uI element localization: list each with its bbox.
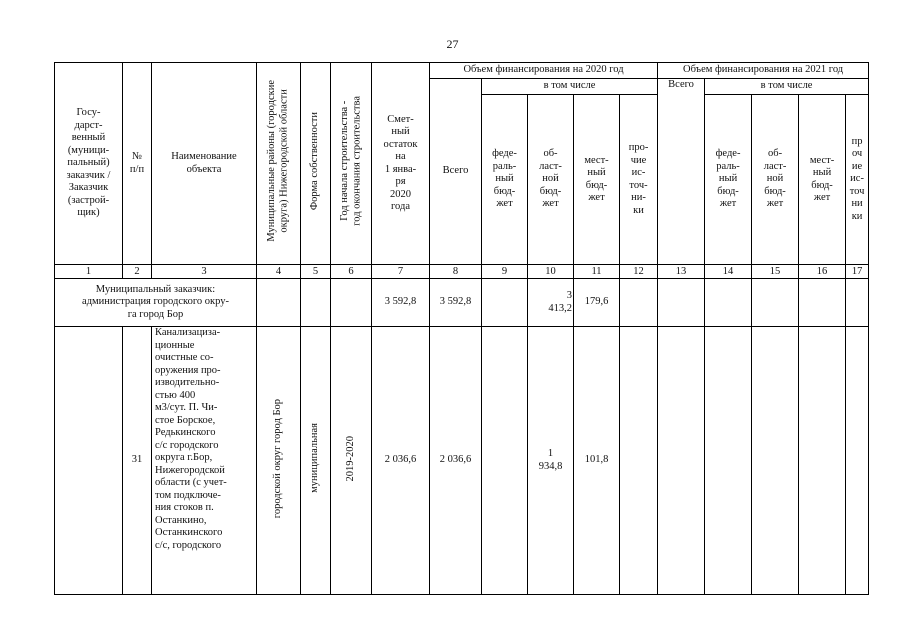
empty-cell	[752, 327, 799, 595]
empty-cell	[482, 327, 528, 595]
object-years-text: 2019-2020	[344, 435, 356, 481]
header-other-2021: пр оч ие ис- точ ни ки	[846, 95, 869, 265]
column-number: 7	[372, 265, 430, 279]
customer-regional-2020: 3 413,2	[528, 279, 574, 327]
empty-cell	[620, 279, 658, 327]
column-number: 11	[574, 265, 620, 279]
object-regional-2020: 1 934,8	[528, 327, 574, 595]
customer-estimate: 3 592,8	[372, 279, 430, 327]
customer-row	[55, 279, 869, 327]
header-districts	[257, 63, 301, 265]
header-ownership	[301, 63, 331, 265]
empty-cell	[846, 327, 869, 595]
column-number: 10	[528, 265, 574, 279]
empty-cell	[658, 327, 705, 595]
empty-cell	[620, 327, 658, 595]
column-number: 8	[430, 265, 482, 279]
empty-cell	[705, 279, 752, 327]
header-object-name: Наименование объекта	[152, 63, 257, 265]
header-total-2020: Всего	[430, 79, 482, 265]
column-number: 9	[482, 265, 528, 279]
object-years	[331, 327, 372, 595]
customer-total-2020: 3 592,8	[430, 279, 482, 327]
header-local-2021: мест- ный бюд- жет	[799, 95, 846, 265]
header-customer: Госу- дарст- венный (муници- пальный) заказчик / Заказчик (застрой- щик)	[55, 63, 123, 265]
column-number: 12	[620, 265, 658, 279]
empty-cell	[799, 327, 846, 595]
empty-cell	[301, 279, 331, 327]
column-number: 16	[799, 265, 846, 279]
object-ownership	[301, 327, 331, 595]
header-incl-2021: в том числе	[705, 79, 869, 95]
header-districts-text: Муниципальные районы (городские округа) Нижегородской области	[266, 80, 290, 243]
column-number: 14	[705, 265, 752, 279]
column-number: 15	[752, 265, 799, 279]
column-number: 1	[55, 265, 123, 279]
header-row-1	[55, 63, 869, 79]
header-incl-2020: в том числе	[482, 79, 658, 95]
customer-local-2020: 179,6	[574, 279, 620, 327]
header-ownership-text: Форма собственности	[309, 112, 321, 211]
column-number: 3	[152, 265, 257, 279]
object-district-text: городской округ город Бор	[272, 398, 284, 518]
header-regional-2020: об- ласт- ной бюд- жет	[528, 95, 574, 265]
header-total-2021: Всего	[658, 79, 705, 265]
empty-cell	[846, 279, 869, 327]
header-fin-2020: Объем финансирования на 2020 год	[430, 63, 658, 79]
column-number: 6	[331, 265, 372, 279]
financing-table	[54, 62, 869, 595]
empty-cell	[752, 279, 799, 327]
empty-cell	[658, 279, 705, 327]
header-federal-2021: феде- раль- ный бюд- жет	[705, 95, 752, 265]
header-years	[331, 63, 372, 265]
empty-cell	[799, 279, 846, 327]
object-name: Канализациза- ционные очистные со- oружения про- изводительно- стью 400 м3/сут. П. Чи- стое Борское, Редькинского с/с городского округа г.Бор, Нижегородской области (с учет- том подключе- ния стоков п. Останкино, Останкинского с/с, городского	[152, 327, 257, 595]
column-number: 5	[301, 265, 331, 279]
object-district	[257, 327, 301, 595]
column-number-row	[55, 265, 869, 279]
header-other-2020: про- чие ис- точ- ни- ки	[620, 95, 658, 265]
empty-cell	[257, 279, 301, 327]
header-years-text: Год начала строительства - год окончания строительства	[338, 96, 362, 227]
object-local-2020: 101,8	[574, 327, 620, 595]
empty-cell	[705, 327, 752, 595]
object-ownership-text: муниципальная	[309, 423, 321, 494]
header-estimate: Смет- ный остаток на 1 янва- ря 2020 года	[372, 63, 430, 265]
empty-cell	[331, 279, 372, 327]
customer-label: Муниципальный заказчик: администрация городского окру- га город Бор	[55, 279, 257, 327]
header-no: № п/п	[123, 63, 152, 265]
empty-cell	[482, 279, 528, 327]
column-number: 13	[658, 265, 705, 279]
header-fin-2021: Объем финансирования на 2021 год	[658, 63, 869, 79]
object-estimate: 2 036,6	[372, 327, 430, 595]
object-no: 31	[123, 327, 152, 595]
page-number: 27	[446, 37, 459, 51]
object-row	[55, 327, 869, 595]
column-number: 17	[846, 265, 869, 279]
header-federal-2020: феде- раль- ный бюд- жет	[482, 95, 528, 265]
column-number: 4	[257, 265, 301, 279]
header-local-2020: мест- ный бюд- жет	[574, 95, 620, 265]
empty-cell	[55, 327, 123, 595]
object-total-2020: 2 036,6	[430, 327, 482, 595]
column-number: 2	[123, 265, 152, 279]
header-regional-2021: об- ласт- ной бюд- жет	[752, 95, 799, 265]
